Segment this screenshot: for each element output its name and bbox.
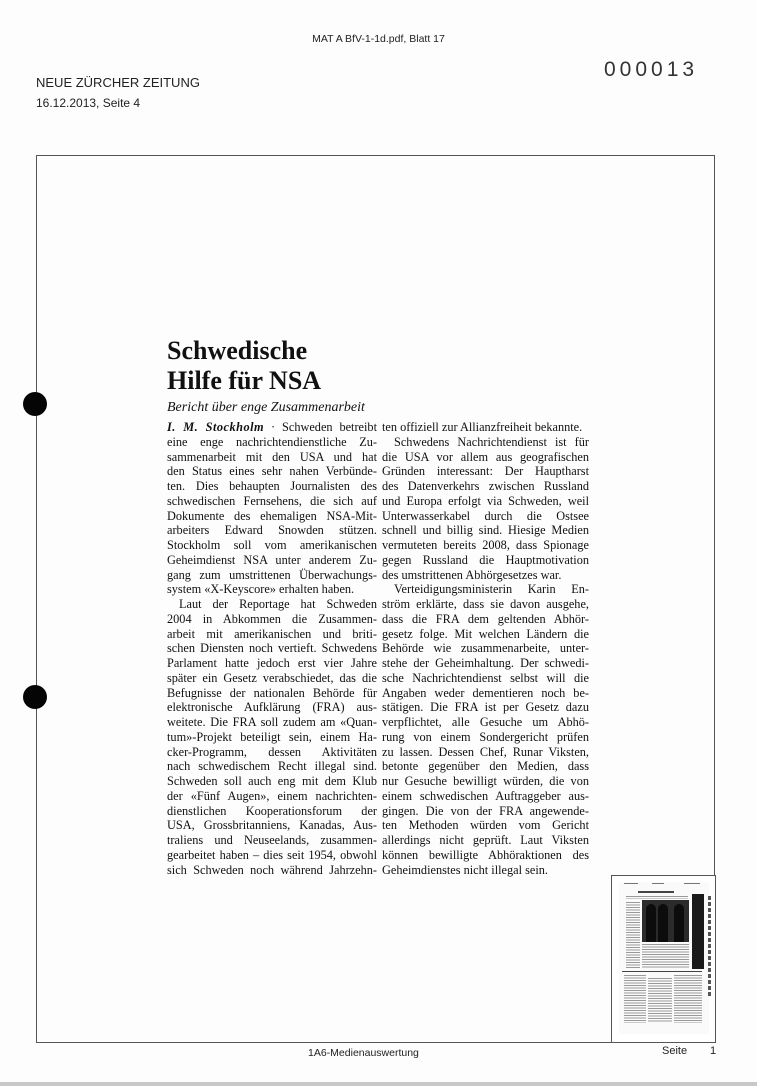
text-line: schwedischen Fernsehens, die sich auf (167, 493, 377, 508)
text-line: ström erklärte, dass sie davon ausgehe, (382, 597, 589, 611)
text-line: Verteidigungsministerin Karin En- (394, 582, 589, 597)
text-line: Laut der Reportage hat Schweden (179, 597, 377, 611)
text-line: Befugnisse der nationalen Behörde für (167, 685, 377, 700)
headline-line-1: Schwedische (167, 336, 308, 365)
text-line: des Datenverkehrs zwischen Russland (382, 479, 589, 493)
thumbnail-title (638, 891, 674, 893)
text-line: 2004 in Abkommen die Zusammen- (167, 611, 377, 626)
thumbnail-dark-block (692, 894, 704, 969)
text-line: den Status eines sehr nahen Verbünde- (167, 464, 377, 479)
scan-edge (0, 1082, 757, 1086)
text-line: gang zum umstrittenen Überwachungs- (167, 567, 377, 582)
text-line: später ein Gesetz verabschiedet, das die (167, 670, 377, 685)
text-line: eine enge nachrichtendienstliche Zu- (167, 434, 377, 449)
text-line: schen Diensten noch vertieft. Schwedens (167, 641, 377, 656)
text-line: Angaben weder dementieren noch be- (382, 685, 589, 700)
text-line: stehe der Geheimhaltung. Der schwedi- (382, 656, 589, 670)
text-line: allerdings nicht geprüft. Laut Viksten (382, 833, 589, 847)
thumbnail-photo (642, 900, 689, 942)
text-line: dass die FRA dem geltenden Abhör- (382, 611, 589, 626)
article-subheadline: Bericht über enge Zusammenarbeit (167, 400, 365, 415)
thumbnail-sidebar (708, 896, 711, 996)
text-line: Schweden soll auch eng mit dem Klub (167, 774, 377, 788)
text-line: vermuteten bereits 2008, dass Spionage (382, 538, 589, 552)
thumbnail-header (652, 883, 664, 884)
newspaper-page-thumbnail (611, 875, 716, 1043)
text-line: ten offiziell zur Allianzfreiheit bekannte. (382, 420, 583, 434)
text-line: nach schwedischem Recht illegal sind. (167, 759, 377, 774)
footer-page-label: Seite (662, 1045, 688, 1057)
text-line: rung von einem Sondergericht prüfen (382, 729, 589, 744)
text-line: können bewilligte Abhöraktionen des (382, 847, 589, 862)
text-line: Geheimdienstes nicht illegal sein. (382, 862, 548, 877)
text-line: I. M. Stockholm · Schweden betreibt (167, 420, 378, 434)
text-line: ten. Dies behaupten Journalisten des (167, 479, 377, 493)
text-line: gesetz folge. Mit welchen Ländern die (382, 626, 589, 641)
document-number: 000013 (604, 58, 699, 81)
text-line: tum»-Projekt beteiligt sein, einem Ha- (167, 729, 377, 744)
text-line: zu lassen. Dessen Chef, Runar Viksten, (382, 744, 589, 759)
text-line: gearbeitet haben – dies seit 1954, obwohl (167, 847, 377, 862)
thumbnail-text (642, 944, 689, 968)
footer-page-number: 1 (710, 1045, 717, 1057)
text-line: stätigen. Die FRA ist per Gesetz dazu (382, 700, 589, 715)
source-date: 16.12.2013, Seite 4 (36, 96, 141, 110)
punch-hole-icon (23, 685, 47, 709)
article-column-right (382, 420, 589, 877)
text-line: nur Gesuche bewilligt würden, die von (382, 774, 589, 788)
text-line: Behörde wie zusammenarbeite, unter- (382, 641, 589, 656)
text-line: elektronische Aufklärung (FRA) aus- (167, 700, 377, 715)
text-line: sich Schweden noch während Jahrzehn- (167, 862, 377, 877)
thumbnail-text (626, 902, 640, 968)
text-line: gingen. Die von der FRA angewende- (382, 803, 589, 818)
thumbnail-rule (622, 971, 702, 972)
text-line: weitete. Die FRA soll zudem am «Quan- (167, 715, 377, 729)
thumbnail-text (648, 978, 672, 1023)
text-line: schnell und billig sind. Hiesige Medien (382, 523, 589, 538)
text-line: Schwedens Nachrichtendienst ist für (394, 434, 589, 449)
text-line: und Europa erfolgt via Schweden, weil (382, 493, 589, 508)
text-line: Parlament hatte jedoch erst vier Jahre (167, 656, 377, 670)
thumbnail-header (624, 883, 638, 884)
text-line: die USA vor allem aus geografischen (382, 449, 589, 464)
text-line: ten Methoden würden vom Gericht (382, 818, 589, 833)
text-line: Unterwasserkabel durch die Ostsee (382, 508, 589, 523)
thumbnail-header (684, 883, 700, 884)
text-line: betonte gegenüber den Medien, dass (382, 759, 589, 774)
text-line: sammenarbeit mit den USA und hat (167, 449, 377, 464)
text-line: verpflichtet, alle Gesuche um Abhö- (382, 715, 589, 729)
text-line: arbeiters Edward Snowden stützen. (167, 523, 377, 538)
text-line: traliens und Neuseelands, zusammen- (167, 833, 377, 847)
text-line: des umstrittenen Abhörgesetzes war. (382, 567, 562, 582)
thumbnail-text (624, 975, 646, 1023)
article-column-left (167, 420, 377, 877)
text-line: sche Nachrichtendienst selbst will die (382, 670, 589, 685)
text-line: einem schwedischen Auftraggeber aus- (382, 788, 589, 803)
thumbnail-text (626, 896, 688, 899)
text-line: Geheimdienst NSA unter anderem Zu- (167, 552, 377, 567)
source-name: NEUE ZÜRCHER ZEITUNG (36, 75, 200, 90)
article-headline (167, 336, 321, 396)
byline: I. M. Stockholm (167, 420, 265, 434)
text-line: Dokumente des ehemaligen NSA-Mit- (167, 508, 377, 523)
text-line: system «X-Keyscore» erhalten haben. (167, 582, 355, 597)
text-line: cker-Programm, dessen Aktivitäten (167, 744, 377, 759)
text-line: gegen Russland die Hauptmotivation (382, 552, 589, 567)
text-line: Stockholm soll vom amerikanischen (167, 538, 377, 552)
text-line: arbeit mit amerikanischen und briti- (167, 626, 377, 641)
file-label: MAT A BfV-1-1d.pdf, Blatt 17 (312, 33, 445, 45)
headline-line-2: Hilfe für NSA (167, 366, 322, 395)
text-line: USA, Grossbritanniens, Kanadas, Aus- (167, 818, 377, 833)
footer-department: 1A6-Medienauswertung (308, 1047, 419, 1059)
punch-hole-icon (23, 392, 47, 416)
thumbnail-text (674, 975, 702, 1023)
text-line: der «Fünf Augen», einem nachrichten- (167, 788, 377, 803)
text-line: Gründen interessant: Der Hauptharst (382, 464, 589, 479)
text-line: dienstlichen Kooperationsforum der (167, 803, 377, 818)
